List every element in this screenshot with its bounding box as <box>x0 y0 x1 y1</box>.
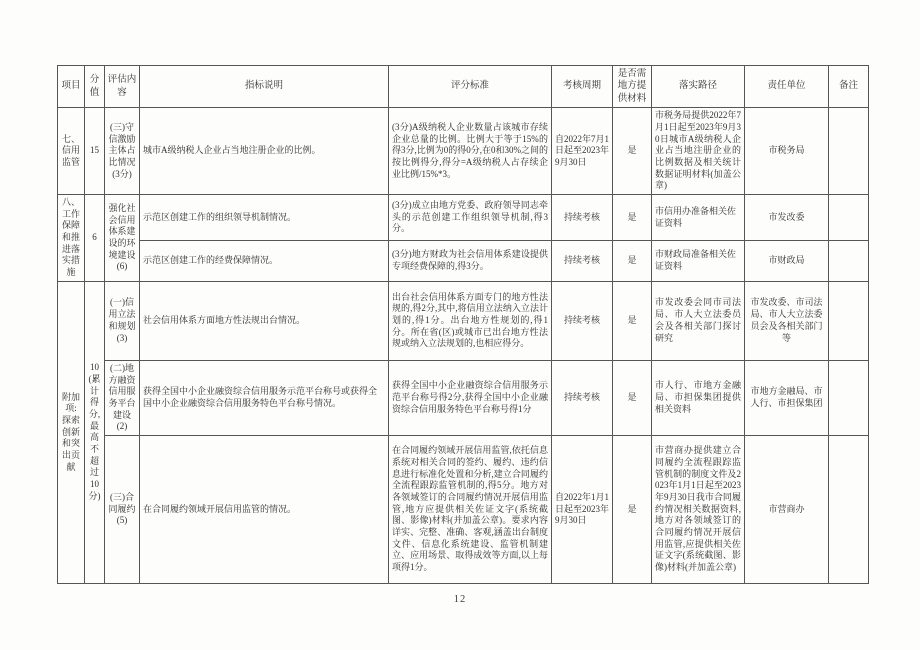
cell-period: 持续考核 <box>552 281 613 360</box>
cell-criteria: 出台社会信用体系方面专门的地方性法规的,得2分,其中,将信用立法纳入立法计划的,得1分。出台地方性规划的,得1分。所在省(区)或城市已出台地方性法规或纳入立法规划的,也相应得分。 <box>389 281 552 360</box>
table-row <box>58 360 869 435</box>
table-row <box>58 281 869 360</box>
cell-project: 附加项:探索创新和突出贡献 <box>58 281 85 583</box>
cell-project: 七、信用监管 <box>58 108 85 195</box>
cell-remark <box>829 360 869 435</box>
cell-path: 市信用办准备相关佐证资料 <box>652 195 745 241</box>
col-header-criteria: 评分标准 <box>389 66 552 108</box>
col-header-indicator: 指标说明 <box>140 66 389 108</box>
cell-period: 持续考核 <box>552 360 613 435</box>
cell-unit: 市发改委、市司法局、市人大立法委员会及各相关部门等 <box>745 281 829 360</box>
cell-path: 市发改委会同市司法局、市人大立法委员会及各相关部门探讨研究 <box>652 281 745 360</box>
table-row <box>58 195 869 241</box>
cell-criteria: (3分)成立由地方党委、政府领导同志牵头的示范创建工作组织领导机制,得3分。 <box>389 195 552 241</box>
cell-period: 自2022年7月1日起至2023年9月30日 <box>552 108 613 195</box>
cell-criteria: 在合同履约领域开展信用监管,依托信息系统对相关合同的签约、履约、违约信息进行标准化处置和分析,建立合同履约全流程跟踪监管机制的,得5分。地方对各领域签订的合同履约情况开展信用监管,地方应提供相关佐证文字(系统截图、影像)材料(并加盖公章)。要求内容详实、完整、准确、客观,涵盖出台制度文件、信息化系统建设、监管机制建立、应用场景、取得成效等方面,以上每项得1分。 <box>389 435 552 583</box>
cell-unit: 市发改委 <box>745 195 829 241</box>
cell-unit: 市税务局 <box>745 108 829 195</box>
cell-period: 持续考核 <box>552 195 613 241</box>
cell-remark <box>829 241 869 282</box>
cell-indicator: 获得全国中小企业融资综合信用服务示范平台称号或获得全国中小企业融资综合信用服务特色平台称号情况。 <box>140 360 389 435</box>
cell-path: 市税务局提供2022年7月1日起至2023年9月30日城市A级纳税人企业占当地注册企业的比例数据及相关统计数据证明材料(加盖公章) <box>652 108 745 195</box>
cell-indicator: 示范区创建工作的组织领导机制情况。 <box>140 195 389 241</box>
cell-unit: 市营商办 <box>745 435 829 583</box>
cell-path: 市财政局准备相关佐证资料 <box>652 241 745 282</box>
cell-unit: 市财政局 <box>745 241 829 282</box>
cell-materials: 是 <box>613 108 652 195</box>
cell-remark <box>829 435 869 583</box>
cell-materials: 是 <box>613 241 652 282</box>
page-number: 12 <box>453 594 467 605</box>
cell-criteria: (3分)地方财政为社会信用体系建设提供专项经费保障的,得3分。 <box>389 241 552 282</box>
cell-content: (二)地方融资信用服务平台建设(2) <box>105 360 140 435</box>
cell-score: 6 <box>85 195 105 282</box>
col-header-remark: 备注 <box>829 66 869 108</box>
table-row <box>58 241 869 282</box>
cell-content: (一)信用立法和规划(3) <box>105 281 140 360</box>
col-header-score: 分值 <box>85 66 105 108</box>
cell-materials: 是 <box>613 195 652 241</box>
cell-remark <box>829 108 869 195</box>
cell-content: 强化社会信用体系建设的环境建设(6) <box>105 195 140 282</box>
evaluation-table <box>57 65 869 584</box>
cell-remark <box>829 195 869 241</box>
col-header-content: 评估内容 <box>105 66 140 108</box>
cell-remark <box>829 281 869 360</box>
col-header-project: 项目 <box>58 66 85 108</box>
cell-project: 八、工作保障和推进落实措施 <box>58 195 85 282</box>
cell-criteria: (3分)A级纳税人企业数量占该城市存续企业总量的比例。比例大于等于15%的得3分,比例为0的得0分,在0和30%之间的按比例得分,得分=A级纳税人占存续企业比例/15%*3。 <box>389 108 552 195</box>
cell-indicator: 示范区创建工作的经费保障情况。 <box>140 241 389 282</box>
table-row <box>58 435 869 583</box>
col-header-period: 考核周期 <box>552 66 613 108</box>
col-header-materials: 是否需地方提供材料 <box>613 66 652 108</box>
cell-indicator: 社会信用体系方面地方性法规出台情况。 <box>140 281 389 360</box>
cell-materials: 是 <box>613 360 652 435</box>
cell-materials: 是 <box>613 281 652 360</box>
cell-unit: 市地方金融局、市人行、市担保集团 <box>745 360 829 435</box>
cell-content: (三)合同履约(5) <box>105 435 140 583</box>
table-header-row <box>58 66 869 108</box>
cell-score: 15 <box>85 108 105 195</box>
table-row <box>58 108 869 195</box>
cell-period: 自2022年1月1日起至2023年9月30日 <box>552 435 613 583</box>
cell-indicator: 在合同履约领域开展信用监管的情况。 <box>140 435 389 583</box>
col-header-path: 落实路径 <box>652 66 745 108</box>
cell-indicator: 城市A级纳税人企业占当地注册企业的比例。 <box>140 108 389 195</box>
cell-score: 10(累计得分,最高不超过10分) <box>85 281 105 583</box>
cell-path: 市人行、市地方金融局、市担保集团提供相关资料 <box>652 360 745 435</box>
cell-content: (三)守信激励主体占比情况(3分) <box>105 108 140 195</box>
cell-path: 市营商办提供建立合同履约全流程跟踪监管机制的制度文件及2023年1月1日起至2023年9月30日我市合同履约情况相关数据资料,地方对各领域签订的合同履约情况开展信用监管,应提供相关佐证文字(系统截图、影像)材料(并加盖公章) <box>652 435 745 583</box>
cell-materials: 是 <box>613 435 652 583</box>
cell-criteria: 获得全国中小企业融资综合信用服务示范平台称号得2分,获得全国中小企业融资综合信用服务特色平台称号得1分 <box>389 360 552 435</box>
cell-period: 持续考核 <box>552 241 613 282</box>
col-header-unit: 责任单位 <box>745 66 829 108</box>
